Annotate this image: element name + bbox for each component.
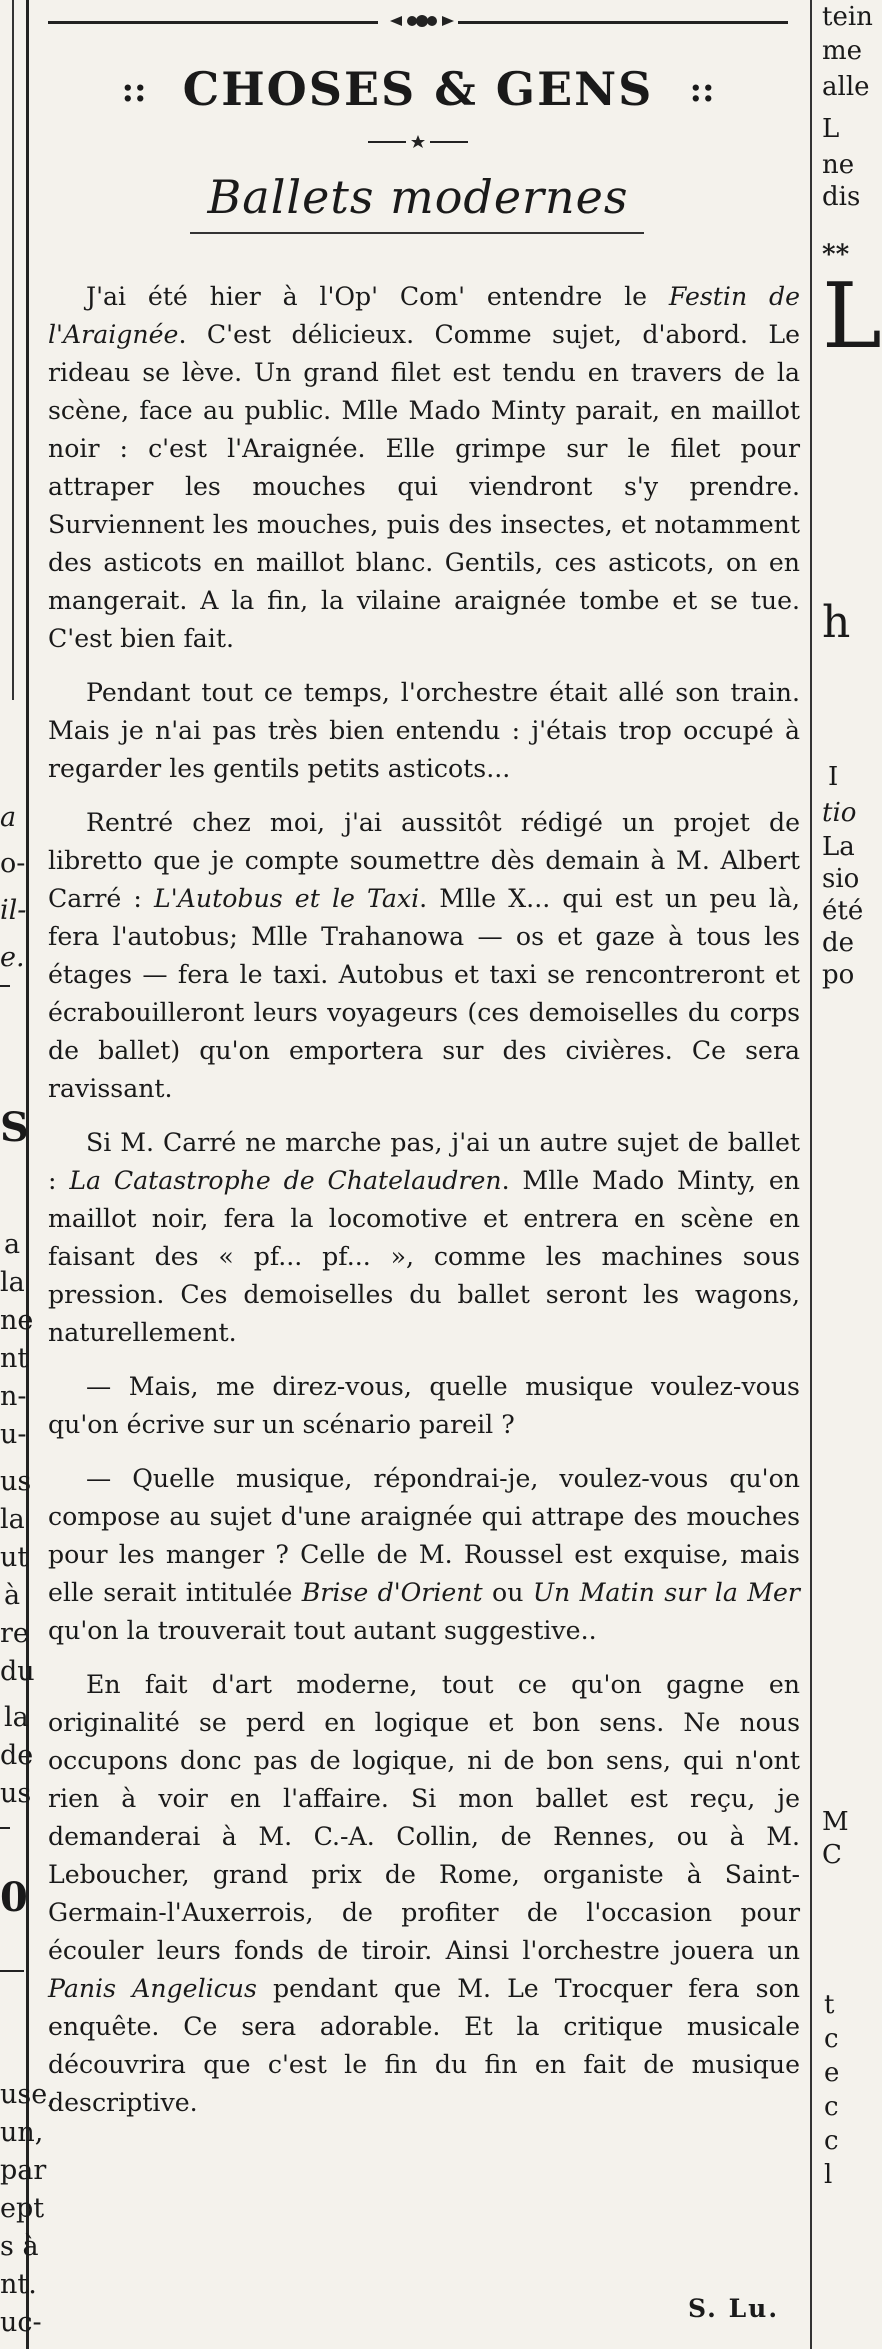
right-margin-fragment: t [824,1990,835,2020]
left-margin-fragment: re [0,1618,29,1649]
column-title [48,62,788,116]
right-margin-fragment: alle [822,72,870,102]
right-margin-fragment: tio [822,798,857,828]
italic-title: Festin de l'Araignée [48,282,800,349]
left-margin-fragment: u- [0,1419,27,1450]
left-margin-fragment: à [4,1580,21,1611]
left-margin-fragment: us [0,1466,32,1497]
right-margin-fragment: La [822,832,855,862]
left-margin-fragment: il- [0,895,27,926]
star-separator-icon [368,134,468,150]
left-margin-fragment: du [0,1656,35,1687]
right-margin-fragment: L [822,264,882,369]
right-margin-fragment: I [828,762,839,792]
left-margin-fragment: 0 [0,1874,28,1921]
article-paragraph: Rentré chez moi, j'ai aussitôt rédigé un projet de libretto que je compte soumettre dès demain à M. Albert Carré : L'Autobus et le Taxi. Mlle X... qui est un peu là, fera l'autobus; Mlle Trahanowa — os et gaze à tous les étages — fera le taxi. Autobus et taxi se rencontreront et écrabouilleront leurs voyageurs (ces demoiselles du corps de ballet) qu'on emportera sur des civières. Ce sera ravissant. [48,808,801,1103]
left-margin-rule [0,1827,10,1829]
article-paragraph: En fait d'art moderne, tout ce qu'on gagne en originalité se perd en logique et bon sens. Ne nous occupons donc pas de logique, ni de bon sens, qui n'ont rien à voir en l'affaire. Si mon ballet est reçu, je demanderai à M. C.-A. Collin, de Rennes, ou à M. Leboucher, grand prix de Rome, organiste à Saint-Germain-l'Auxerrois, de profiter de l'occasion pour écouler leurs fonds de tiroir. Ainsi l'orchestre jouera un Panis Angelicus pendant que M. Le Trocquer fera son enquête. Ce sera adorable. Et la critique musicale découvrira que c'est le fin du fin en fait de musique descriptive. [48,1670,800,2117]
right-margin-fragment: sio [822,864,860,894]
left-margin-fragment: de [0,1740,34,1771]
article-paragraph: — Quelle musique, répondrai-je, voulez-vous qu'on compose au sujet d'une araignée qui attrape des mouches pour les manger ? Celle de M. Roussel est exquise, mais elle serait intitulée Brise d'Orient ou Un Matin sur la Mer qu'on la trouverait tout autant suggestive.. [48,1464,800,1645]
right-margin-fragment: C [822,1840,842,1870]
italic-title: Brise d'Orient [301,1578,483,1607]
right-margin-fragment: M [822,1807,849,1837]
right-margin-fragment: été [822,896,864,926]
left-margin-fragment: ut [0,1542,29,1573]
left-margin-fragment: la [0,1267,25,1298]
left-margin-fragment: ept [0,2193,45,2224]
right-margin-fragment: ne [822,150,855,180]
article-body [48,278,800,2138]
article-paragraph: Si M. Carré ne marche pas, j'ai un autre sujet de ballet : La Catastrophe de Chatelaudren. Mlle Mado Minty, en maillot noir, fera la locomotive et entrera en scène en faisant des « pf... pf... », comme les machines sous pression. Ces demoiselles du ballet seront les wagons, naturellement. [48,1128,800,1347]
right-margin-fragment: po [822,960,855,990]
left-margin-fragment: nt. [0,2269,37,2300]
italic-title: Un Matin sur la Mer [532,1578,800,1607]
right-margin-fragment: ** [822,240,850,270]
top-ornament [48,18,788,26]
left-margin-fragment: n- [0,1381,27,1412]
article-title: Ballets modernes [207,170,629,224]
left-margin-fragment: la [0,1504,25,1535]
left-margin-fragment: o- [0,848,26,879]
left-margin-fragment: uc- [0,2307,42,2338]
italic-title: Panis Angelicus [48,1974,257,2003]
left-margin-fragment: ne [0,1305,34,1336]
italic-title: L'Autobus et le Taxi [154,884,420,913]
right-margin-fragment: de [822,928,855,958]
left-margin-rule [0,985,10,987]
left-margin-fragment: e. [0,942,25,973]
right-margin-fragment: c [824,2024,839,2054]
article-signature: S. Lu. [688,2294,780,2323]
right-column-rule [810,0,812,2349]
right-margin-fragment: c [824,2092,839,2122]
left-margin-fragment: nt [0,1343,29,1374]
left-margin-fragment: a [4,1229,21,1260]
right-margin-fragment: e [824,2058,840,2088]
right-margin-fragment: dis [822,182,861,212]
right-margin-fragment: h [822,597,851,648]
right-margin-fragment: c [824,2126,839,2156]
left-edge-rule [12,0,14,700]
italic-title: La Catastrophe de Chatelaudren [69,1166,502,1195]
right-margin-fragment: tein [822,2,873,32]
left-margin-fragment: us [0,1778,32,1809]
ornament-icon [390,12,454,30]
left-margin-rule [0,1970,24,1972]
article-paragraph: — Mais, me direz-vous, quelle musique voulez-vous qu'on écrive sur un scénario pareil ? [48,1372,800,1439]
left-margin-fragment: a [0,802,17,833]
column-title-text: CHOSES & GENS [182,62,654,116]
right-margin-fragment: me [822,36,863,66]
title-dots-right: :: [689,70,715,110]
left-margin-fragment: un, [0,2117,44,2148]
left-margin-fragment: s à [0,2231,39,2262]
title-dots-left: :: [121,70,147,110]
left-column-rule [26,0,29,2349]
left-margin-fragment: use, [0,2079,56,2110]
left-margin-fragment: la [4,1702,29,1733]
right-margin-fragment: L [822,114,840,144]
left-margin-fragment: par [0,2155,47,2186]
article-paragraph: Pendant tout ce temps, l'orchestre était allé son train. Mais je n'ai pas très bien entendu : j'étais trop occupé à regarder les gentils petits asticots... [48,678,800,783]
title-underline [190,232,644,234]
right-margin-fragment: l [824,2160,833,2190]
article-paragraph: J'ai été hier à l'Op' Com' entendre le Festin de l'Araignée. C'est délicieux. Comme sujet, d'abord. Le rideau se lève. Un grand filet est tendu en travers de la scène, face au public. Mlle Mado Minty parait, en maillot noir : c'est l'Araignée. Elle grimpe sur le filet pour attraper les mouches qui viendront s'y prendre. Surviennent les mouches, puis des insectes, et notamment des asticots en maillot blanc. Gentils, ces asticots, on en mangerait. A la fin, la vilaine araignée tombe et se tue. C'est bien fait. [48,282,800,653]
left-margin-fragment: S [0,1104,29,1151]
